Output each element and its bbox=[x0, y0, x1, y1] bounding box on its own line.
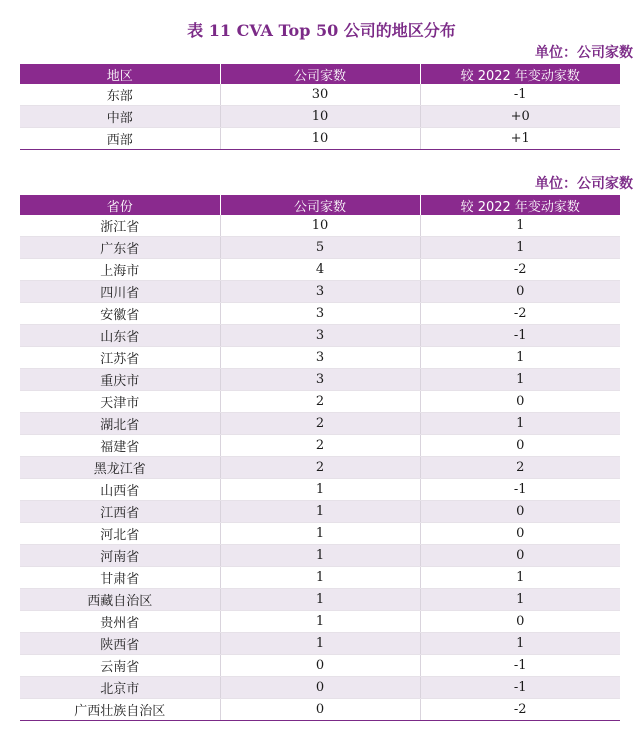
cell-company-count: 5 bbox=[220, 237, 420, 259]
cell-change: +0 bbox=[420, 106, 620, 128]
cell-company-count: 2 bbox=[220, 435, 420, 457]
cell-name: 山西省 bbox=[20, 479, 220, 501]
cell-name: 四川省 bbox=[20, 281, 220, 303]
cell-change: 2 bbox=[420, 457, 620, 479]
table-row bbox=[20, 523, 620, 545]
cell-change: 0 bbox=[420, 611, 620, 633]
header-change: 较 2022 年变动家数 bbox=[420, 64, 620, 84]
table-row bbox=[20, 369, 620, 391]
cell-company-count: 1 bbox=[220, 479, 420, 501]
cell-change: -2 bbox=[420, 699, 620, 721]
table-title: 表 11 CVA Top 50 公司的地区分布 bbox=[187, 21, 456, 40]
cell-name: 江西省 bbox=[20, 501, 220, 523]
table-row bbox=[20, 611, 620, 633]
table-row bbox=[20, 567, 620, 589]
cell-company-count: 1 bbox=[220, 567, 420, 589]
cell-company-count: 10 bbox=[220, 106, 420, 128]
table-row bbox=[20, 457, 620, 479]
table-row bbox=[20, 501, 620, 523]
cell-name: 山东省 bbox=[20, 325, 220, 347]
cell-name: 浙江省 bbox=[20, 215, 220, 237]
cell-company-count: 3 bbox=[220, 369, 420, 391]
header-row bbox=[20, 64, 620, 84]
table-row bbox=[20, 237, 620, 259]
cell-change: -1 bbox=[420, 677, 620, 699]
cell-change: 1 bbox=[420, 237, 620, 259]
cell-company-count: 3 bbox=[220, 303, 420, 325]
table-row bbox=[20, 391, 620, 413]
cell-company-count: 1 bbox=[220, 633, 420, 655]
table-row bbox=[20, 655, 620, 677]
table-row bbox=[20, 106, 620, 128]
table-row bbox=[20, 325, 620, 347]
table-row bbox=[20, 589, 620, 611]
cell-change: 1 bbox=[420, 633, 620, 655]
table-row bbox=[20, 545, 620, 567]
header-province: 省份 bbox=[20, 195, 220, 215]
table-row bbox=[20, 215, 620, 237]
header-company-count: 公司家数 bbox=[220, 64, 420, 84]
cell-change: 1 bbox=[420, 215, 620, 237]
table2-unit-label: 单位：公司家数 bbox=[535, 176, 633, 192]
cell-name: 安徽省 bbox=[20, 303, 220, 325]
cell-company-count: 1 bbox=[220, 523, 420, 545]
table-row bbox=[20, 84, 620, 106]
header-change: 较 2022 年变动家数 bbox=[420, 195, 620, 215]
cell-change: 0 bbox=[420, 523, 620, 545]
table1-unit-label: 单位：公司家数 bbox=[535, 45, 633, 61]
cell-company-count: 2 bbox=[220, 413, 420, 435]
cell-name: 陕西省 bbox=[20, 633, 220, 655]
region-table bbox=[20, 64, 620, 150]
cell-company-count: 1 bbox=[220, 545, 420, 567]
cell-name: 广西壮族自治区 bbox=[20, 699, 220, 721]
cell-name: 广东省 bbox=[20, 237, 220, 259]
cell-company-count: 10 bbox=[220, 215, 420, 237]
cell-name: 河北省 bbox=[20, 523, 220, 545]
cell-name: 福建省 bbox=[20, 435, 220, 457]
table-row bbox=[20, 128, 620, 150]
cell-name: 上海市 bbox=[20, 259, 220, 281]
cell-company-count: 3 bbox=[220, 325, 420, 347]
table-row bbox=[20, 699, 620, 721]
header-region: 地区 bbox=[20, 64, 220, 84]
cell-change: -2 bbox=[420, 259, 620, 281]
cell-change: -1 bbox=[420, 655, 620, 677]
cell-name: 甘肃省 bbox=[20, 567, 220, 589]
cell-company-count: 2 bbox=[220, 391, 420, 413]
header-company-count: 公司家数 bbox=[220, 195, 420, 215]
cell-name: 北京市 bbox=[20, 677, 220, 699]
cell-change: 1 bbox=[420, 369, 620, 391]
cell-company-count: 30 bbox=[220, 84, 420, 106]
cell-change: 1 bbox=[420, 347, 620, 369]
cell-name: 江苏省 bbox=[20, 347, 220, 369]
table-row bbox=[20, 259, 620, 281]
province-table bbox=[20, 195, 620, 721]
cell-name: 西部 bbox=[20, 128, 220, 150]
cell-company-count: 3 bbox=[220, 281, 420, 303]
cell-company-count: 0 bbox=[220, 677, 420, 699]
table-row bbox=[20, 677, 620, 699]
cell-name: 云南省 bbox=[20, 655, 220, 677]
table-row bbox=[20, 281, 620, 303]
cell-change: -1 bbox=[420, 84, 620, 106]
cell-change: 0 bbox=[420, 435, 620, 457]
table-row bbox=[20, 479, 620, 501]
cell-name: 河南省 bbox=[20, 545, 220, 567]
cell-change: 0 bbox=[420, 545, 620, 567]
cell-company-count: 1 bbox=[220, 589, 420, 611]
cell-change: 0 bbox=[420, 391, 620, 413]
cell-name: 西藏自治区 bbox=[20, 589, 220, 611]
table-row bbox=[20, 435, 620, 457]
table-row bbox=[20, 633, 620, 655]
cell-change: 1 bbox=[420, 589, 620, 611]
cell-name: 天津市 bbox=[20, 391, 220, 413]
cell-change: 0 bbox=[420, 281, 620, 303]
cell-change: 1 bbox=[420, 413, 620, 435]
cell-company-count: 1 bbox=[220, 501, 420, 523]
cell-name: 湖北省 bbox=[20, 413, 220, 435]
cell-change: 0 bbox=[420, 501, 620, 523]
cell-name: 贵州省 bbox=[20, 611, 220, 633]
cell-name: 中部 bbox=[20, 106, 220, 128]
table-row bbox=[20, 347, 620, 369]
cell-company-count: 2 bbox=[220, 457, 420, 479]
cell-company-count: 0 bbox=[220, 655, 420, 677]
cell-company-count: 0 bbox=[220, 699, 420, 721]
cell-company-count: 10 bbox=[220, 128, 420, 150]
cell-name: 黑龙江省 bbox=[20, 457, 220, 479]
table-row bbox=[20, 303, 620, 325]
cell-name: 重庆市 bbox=[20, 369, 220, 391]
cell-change: -1 bbox=[420, 325, 620, 347]
cell-change: +1 bbox=[420, 128, 620, 150]
cell-change: 1 bbox=[420, 567, 620, 589]
cell-change: -1 bbox=[420, 479, 620, 501]
cell-company-count: 3 bbox=[220, 347, 420, 369]
header-row bbox=[20, 195, 620, 215]
cell-company-count: 4 bbox=[220, 259, 420, 281]
cell-name: 东部 bbox=[20, 84, 220, 106]
table-row bbox=[20, 413, 620, 435]
cell-company-count: 1 bbox=[220, 611, 420, 633]
cell-change: -2 bbox=[420, 303, 620, 325]
